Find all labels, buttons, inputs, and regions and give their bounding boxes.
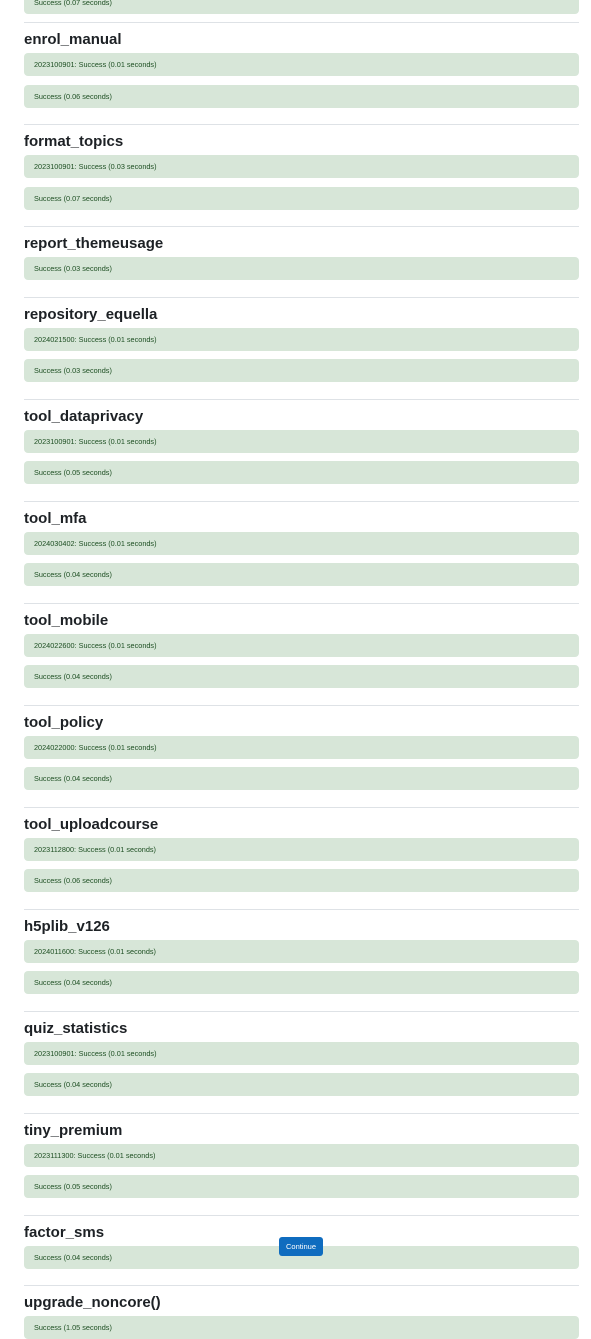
success-message: 2023100901: Success (0.01 seconds) [24, 430, 579, 453]
success-message: Success (0.06 seconds) [24, 85, 579, 108]
section-divider [24, 909, 579, 910]
plugin-heading: h5plib_v126 [24, 917, 110, 935]
plugin-heading: format_topics [24, 133, 124, 150]
success-message: 2023100901: Success (0.01 seconds) [24, 53, 579, 76]
success-message: Success (0.07 seconds) [24, 0, 579, 14]
section-divider [24, 1215, 579, 1216]
section-divider [24, 603, 579, 604]
section-divider [24, 297, 579, 298]
success-message: Success (0.04 seconds) [24, 1073, 579, 1096]
section-divider [24, 1113, 579, 1114]
success-message: Success (0.04 seconds) [24, 563, 579, 586]
success-message: 2024011600: Success (0.01 seconds) [24, 940, 579, 963]
success-message: 2024021500: Success (0.01 seconds) [24, 328, 579, 351]
section-divider [24, 226, 579, 227]
success-message: 2024022600: Success (0.01 seconds) [24, 634, 579, 657]
success-message: Success (1.05 seconds) [24, 1316, 579, 1339]
plugin-heading: factor_sms [24, 1223, 105, 1241]
success-message: Success (0.05 seconds) [24, 1175, 579, 1198]
plugin-heading: upgrade_noncore() [24, 1294, 161, 1311]
plugin-heading: report_themeusage [24, 235, 164, 252]
success-message: 2023100901: Success (0.01 seconds) [24, 1042, 579, 1065]
section-divider [24, 22, 579, 23]
success-message: Success (0.04 seconds) [24, 767, 579, 790]
success-message: Success (0.06 seconds) [24, 869, 579, 892]
success-message: 2023112800: Success (0.01 seconds) [24, 838, 579, 861]
success-message: 2024030402: Success (0.01 seconds) [24, 532, 579, 555]
success-message: 2023100901: Success (0.03 seconds) [24, 155, 579, 178]
section-divider [24, 124, 579, 125]
continue-button[interactable]: Continue [279, 1237, 323, 1256]
section-divider [24, 399, 579, 400]
section-divider [24, 501, 579, 502]
success-message: Success (0.03 seconds) [24, 359, 579, 382]
plugin-heading: tool_dataprivacy [24, 407, 144, 425]
plugin-heading: enrol_manual [24, 31, 122, 48]
success-message: Success (0.04 seconds) [24, 1246, 579, 1269]
success-message: Success (0.03 seconds) [24, 257, 579, 280]
section-divider [24, 807, 579, 808]
success-message: Success (0.05 seconds) [24, 461, 579, 484]
plugin-heading: tool_uploadcourse [24, 815, 159, 833]
success-message: Success (0.04 seconds) [24, 971, 579, 994]
success-message: 2023111300: Success (0.01 seconds) [24, 1144, 579, 1167]
plugin-heading: tool_mobile [24, 611, 109, 629]
success-message: Success (0.04 seconds) [24, 665, 579, 688]
plugin-heading: quiz_statistics [24, 1019, 128, 1037]
plugin-heading: tiny_premium [24, 1121, 123, 1139]
section-divider [24, 1011, 579, 1012]
success-message: 2024022000: Success (0.01 seconds) [24, 736, 579, 759]
section-divider [24, 705, 579, 706]
plugin-heading: tool_mfa [24, 509, 87, 527]
plugin-heading: repository_equella [24, 305, 158, 323]
plugin-heading: tool_policy [24, 713, 104, 731]
section-divider [24, 1285, 579, 1286]
success-message: Success (0.07 seconds) [24, 187, 579, 210]
